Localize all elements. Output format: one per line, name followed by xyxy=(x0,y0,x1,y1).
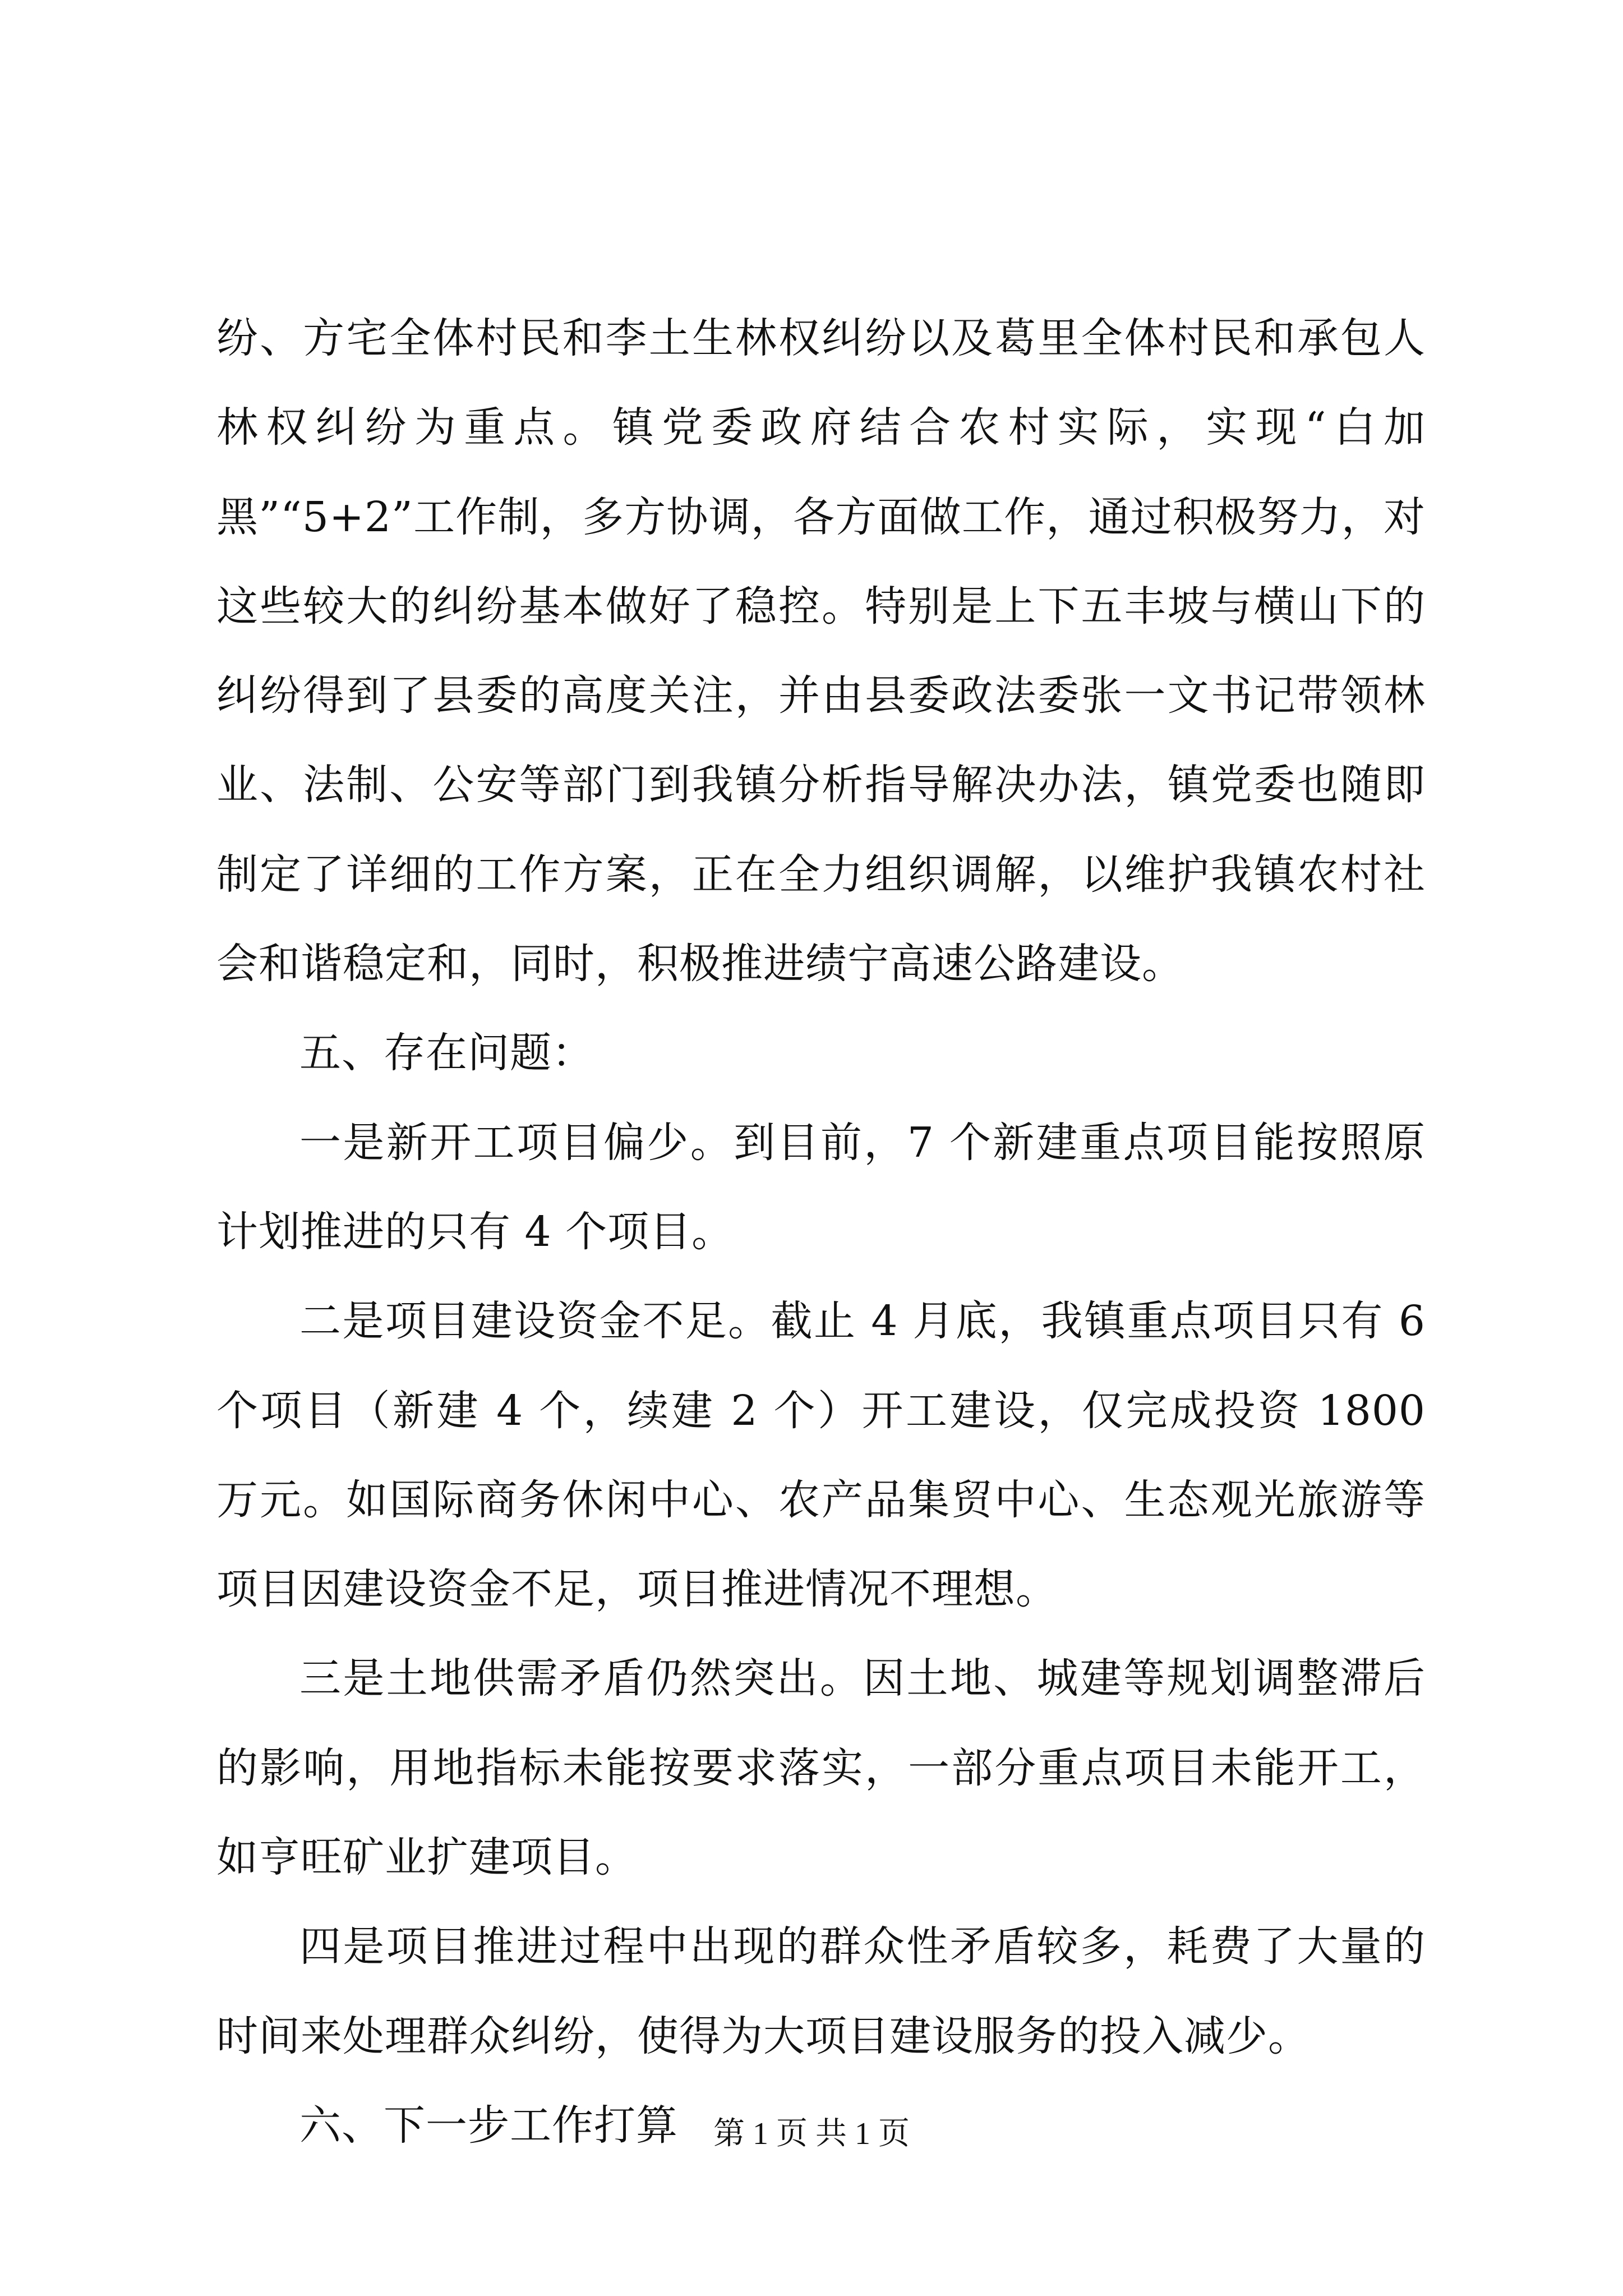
paragraph-problem-2: 二是项目建设资金不足。截止 4 月底，我镇重点项目只有 6 个项目（新建 4 个，续建 2 个）开工建设，仅完成投资 1800 万元。如国际商务休闲中心、农产品集贸中心、生态观光旅游等项目因建设资金不足，项目推进情况不理想。 xyxy=(216,1297,1426,1614)
page-footer: 第 1 页 共 1 页 xyxy=(713,2116,910,2151)
paragraph-problem-3: 三是土地供需矛盾仍然突出。因土地、城建等规划调整滞后的影响，用地指标未能按要求落实，一部分重点项目未能开工，如亨旺矿业扩建项目。 xyxy=(216,1654,1426,1882)
section-heading-next-steps: 六、下一步工作打算 xyxy=(299,2101,678,2150)
section-heading-problems: 五、存在问题： xyxy=(299,1029,594,1078)
paragraph-continuation: 纷、方宅全体村民和李土生林权纠纷以及葛里全体村民和承包人林权纠纷为重点。镇党委政府结合农村实际，实现“白加黑”“5+2”工作制，多方协调，各方面做工作，通过积极努力，对这些较大的纠纷基本做好了稳控。特别是上下五丰坡与横山下的纠纷得到了县委的高度关注，并由县委政法委张一文书记带领林业、法制、公安等部门到我镇分析指导解决办法，镇党委也随即制定了详细的工作方案，正在全力组织调解，以维护我镇农村社会和谐稳定和，同时，积极推进绩宁高速公路建设。 xyxy=(216,314,1426,988)
paragraph-problem-1: 一是新开工项目偏少。到目前，7 个新建重点项目能按照原计划推进的只有 4 个项目。 xyxy=(216,1118,1426,1256)
document-body xyxy=(216,294,1426,2170)
paragraph-problem-4: 四是项目推进过程中出现的群众性矛盾较多，耗费了大量的时间来处理群众纠纷，使得为大项目建设服务的投入减少。 xyxy=(216,1922,1426,2060)
